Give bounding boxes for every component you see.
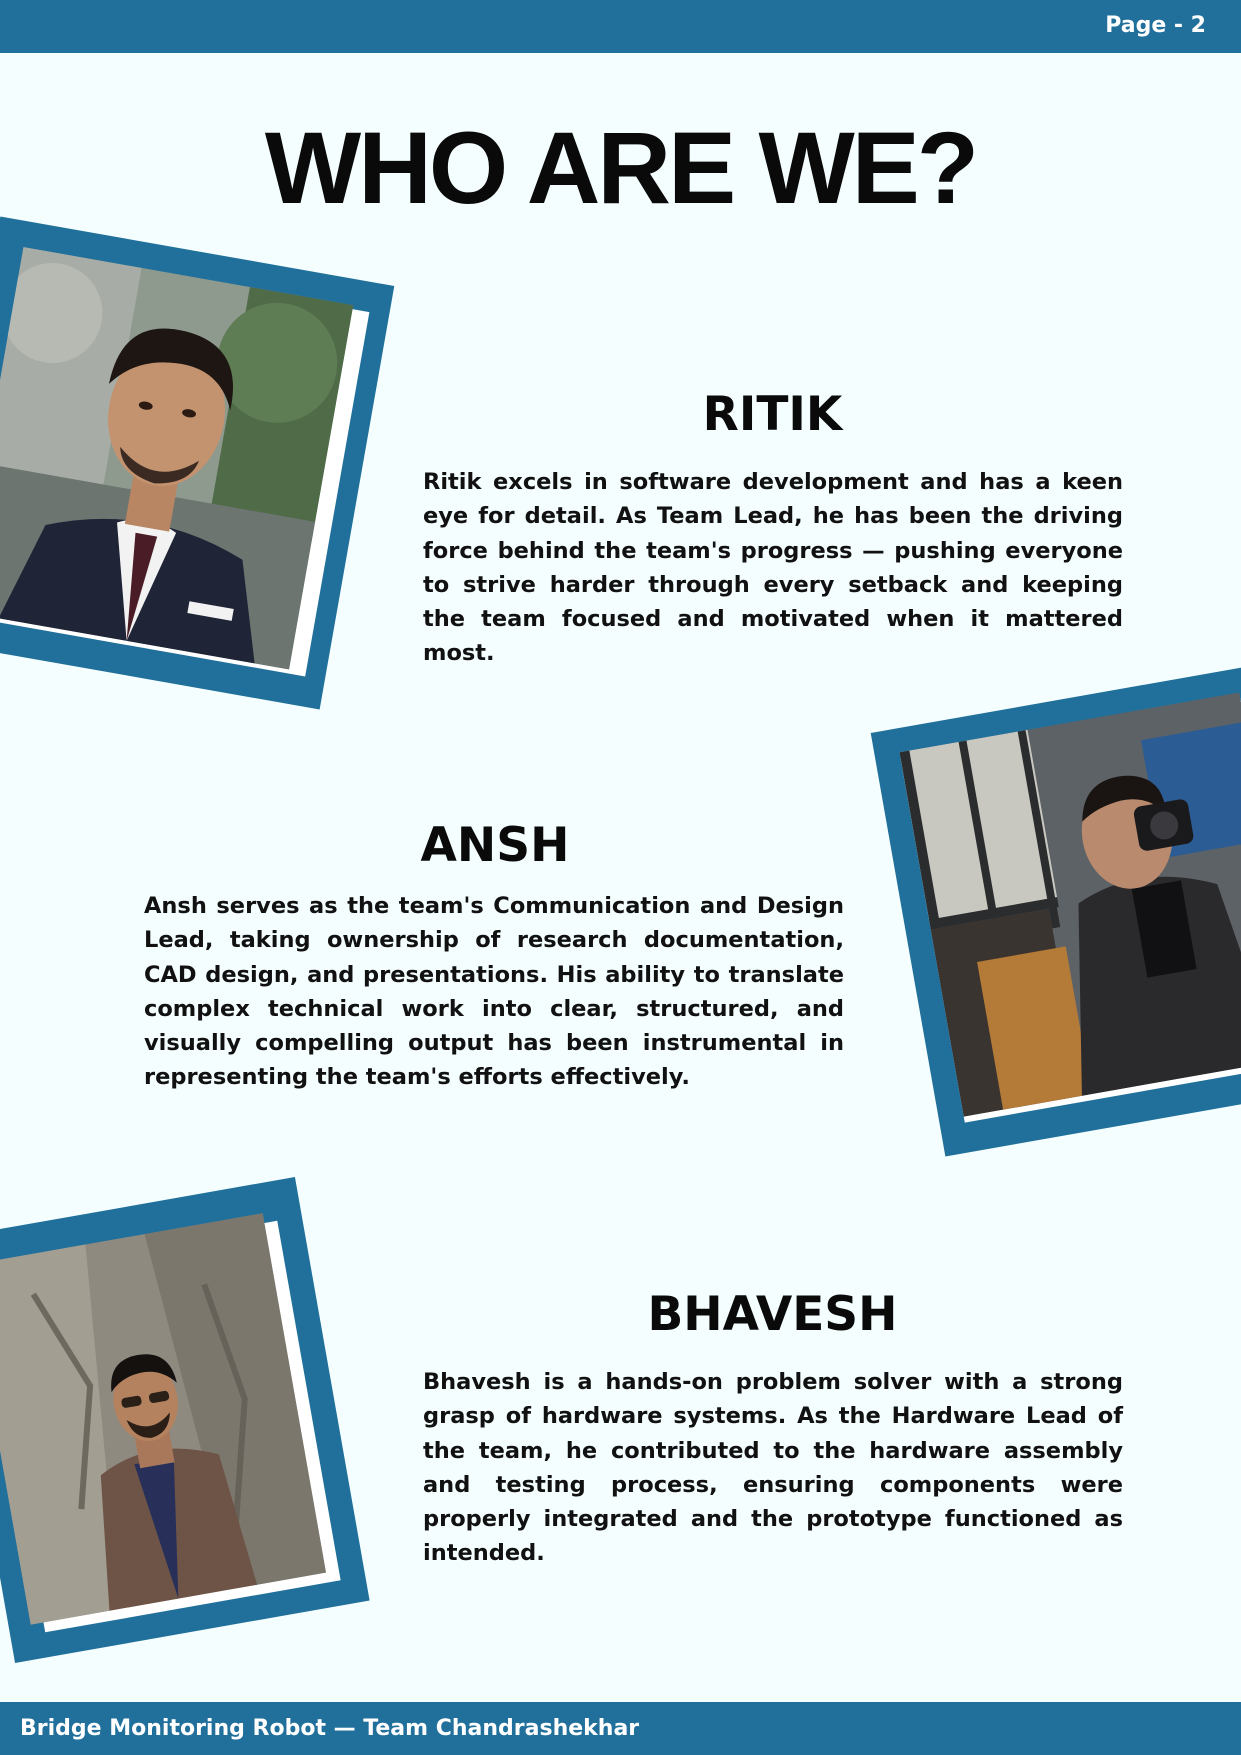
page-title: WHO ARE WE? bbox=[264, 111, 977, 225]
top-bar bbox=[0, 0, 1241, 53]
member-bio-ritik: Ritik excels in software development and has a keen eye for detail. As Team Lead, he has been the driving force behind the team's progress — pushing everyone to strive harder through every setback and keeping the team focused and motivated when it mattered most. bbox=[423, 469, 1123, 667]
page-number: Page - 2 bbox=[1105, 13, 1206, 38]
ritik-photo-frame bbox=[0, 217, 394, 710]
member-name-ritik: RITIK bbox=[702, 387, 843, 442]
bottom-bar bbox=[0, 1702, 1241, 1755]
member-name-bhavesh: BHAVESH bbox=[647, 1287, 898, 1342]
ansh-photo-frame bbox=[871, 664, 1241, 1157]
member-name-ansh: ANSH bbox=[420, 818, 570, 873]
member-bio-ansh: Ansh serves as the team's Communication and Design Lead, taking ownership of research documentation, CAD design, and presentations. His ability to translate complex technical work into clear, structured, and visually compelling output has been instrumental in representing the team's efforts effectively. bbox=[144, 893, 844, 1091]
member-bio-bhavesh: Bhavesh is a hands-on problem solver with a strong grasp of hardware systems. As the Hardware Lead of the team, he contributed to the hardware assembly and testing process, ensuring components were properly integrated and the prototype functioned as intended. bbox=[423, 1369, 1123, 1567]
footer-text: Bridge Monitoring Robot — Team Chandrashekhar bbox=[20, 1716, 640, 1741]
bhavesh-photo-frame bbox=[0, 1177, 370, 1663]
